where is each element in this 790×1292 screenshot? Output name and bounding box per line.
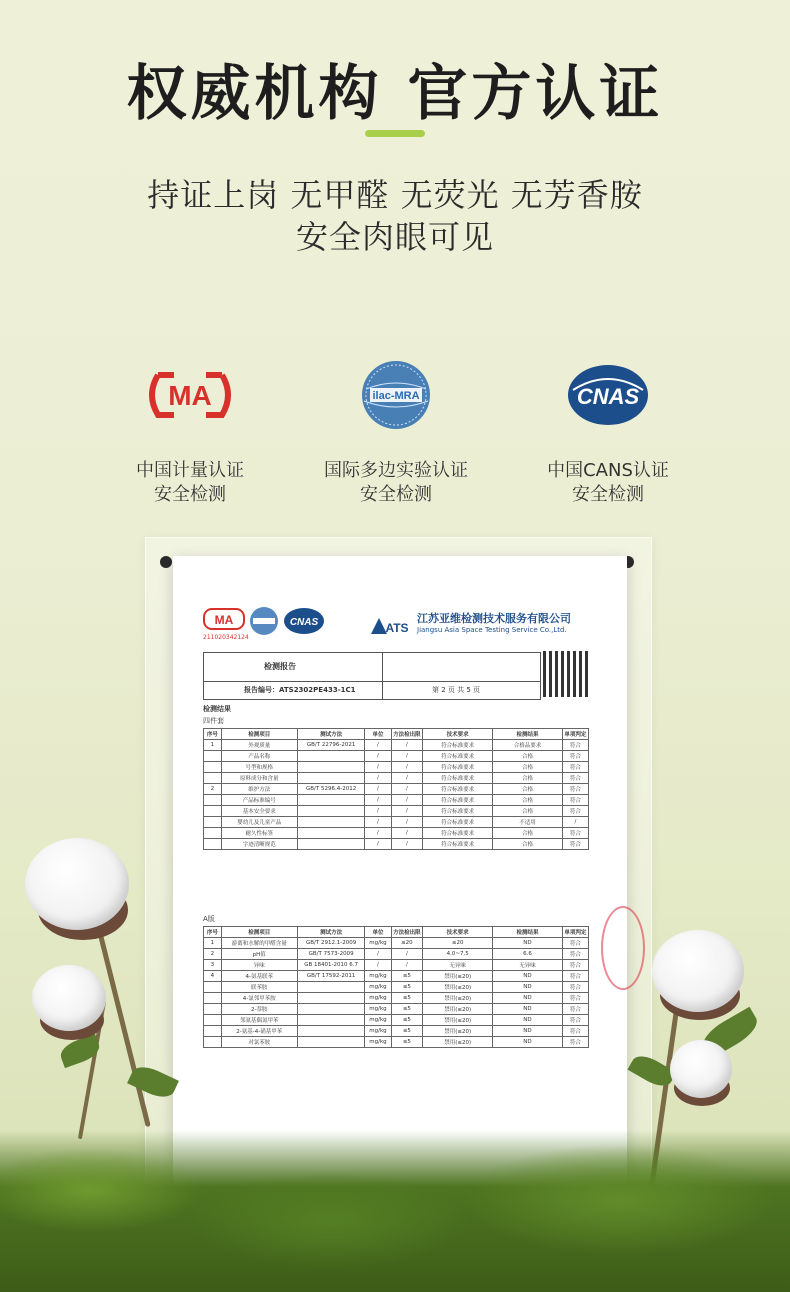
table-cell: mg/kg — [365, 1026, 391, 1037]
table-cell — [204, 828, 222, 839]
table-cell: ND — [493, 993, 563, 1004]
accent-divider — [365, 130, 425, 137]
table-row — [204, 828, 589, 839]
table-cell: 符合 — [562, 762, 588, 773]
column-header: 单项判定 — [562, 927, 588, 938]
table-cell: 符合标准要求 — [423, 806, 493, 817]
table-cell: ≤20 — [423, 938, 493, 949]
table-cell: 不适用 — [493, 817, 563, 828]
pin-left — [160, 556, 172, 568]
table-cell — [204, 839, 222, 850]
table-cell: 符合标准要求 — [423, 751, 493, 762]
table-cell — [297, 982, 365, 993]
table-cell: 符合标准要求 — [423, 784, 493, 795]
table-cell: 符合标准要求 — [423, 740, 493, 751]
column-header: 序号 — [204, 729, 222, 740]
table-cell: ND — [493, 971, 563, 982]
table-cell: ND — [493, 1037, 563, 1048]
table-cell: / — [365, 839, 391, 850]
table-cell: 符合 — [562, 960, 588, 971]
table-cell: 禁用(≤20) — [423, 1015, 493, 1026]
table-cell: GB/T 2912.1-2009 — [297, 938, 365, 949]
report-meta-box — [203, 652, 541, 700]
table-cell: 符合标准要求 — [423, 817, 493, 828]
table-cell: ≤5 — [391, 1004, 423, 1015]
table-cell: / — [365, 806, 391, 817]
table-cell: 维护方法 — [221, 784, 297, 795]
ilac-mra-logo — [286, 355, 506, 435]
table-cell: 合格 — [493, 784, 563, 795]
table-cell: 邻氨基偶氮甲苯 — [221, 1015, 297, 1026]
table-cell: 符合 — [562, 828, 588, 839]
table-cell: ≤5 — [391, 982, 423, 993]
table-row — [204, 740, 589, 751]
table-cell: 符合标准要求 — [423, 839, 493, 850]
table-cell: 无异味 — [493, 960, 563, 971]
table-cell — [204, 1026, 222, 1037]
table-cell: 1 — [204, 938, 222, 949]
table-cell — [297, 1004, 365, 1015]
table-cell: / — [365, 960, 391, 971]
table-cell: 符合 — [562, 982, 588, 993]
badge-cma-title: 中国计量认证 — [136, 460, 244, 481]
table-cell: 符合 — [562, 751, 588, 762]
table-cell: 外观质量 — [221, 740, 297, 751]
table-cell: 符合标准要求 — [423, 795, 493, 806]
column-header: 检测项目 — [221, 927, 297, 938]
report-title: 检测报告 — [264, 662, 296, 671]
table-cell: GB/T 7573-2009 — [297, 949, 365, 960]
table-cell — [204, 773, 222, 784]
table-cell: / — [365, 751, 391, 762]
mini-cnas-text: CNAS — [289, 617, 319, 628]
moss-ground — [0, 1130, 790, 1292]
table-cell: 符合 — [562, 1015, 588, 1026]
cnas-logo — [498, 355, 718, 435]
badge-cnas — [498, 355, 718, 507]
page-title: 权威机构 官方认证 — [126, 59, 664, 129]
subtitle-features: 持证上岗 无甲醛 无荧光 无芳香胺 — [147, 176, 643, 214]
table-cell: 合格 — [493, 773, 563, 784]
table-cell: GB 18401-2010 6.7 — [297, 960, 365, 971]
badge-cnas-subtitle: 安全检测 — [572, 484, 644, 505]
column-header: 测试方法 — [297, 927, 365, 938]
table-row — [204, 795, 589, 806]
table-cell — [204, 762, 222, 773]
table-row — [204, 762, 589, 773]
cnas-logo-text: CNAS — [576, 384, 640, 409]
table-cell — [297, 817, 365, 828]
table-cell: 符合标准要求 — [423, 828, 493, 839]
table-cell: 符合 — [562, 839, 588, 850]
cma-logo — [80, 355, 300, 435]
table-cell: / — [365, 828, 391, 839]
table-cell — [297, 751, 365, 762]
mini-cma-text: MA — [214, 613, 234, 627]
table-cell — [204, 993, 222, 1004]
column-header: 单项判定 — [562, 729, 588, 740]
table-cell: / — [391, 751, 423, 762]
table-cell: GB/T 17592-2011 — [297, 971, 365, 982]
table-cell: mg/kg — [365, 1037, 391, 1048]
table-cell: / — [391, 784, 423, 795]
table-cell: ≤20 — [391, 938, 423, 949]
column-header: 方法检出限 — [391, 729, 423, 740]
company-name-cn: 江苏亚维检测技术服务有限公司 — [417, 612, 571, 625]
ilac-logo-text: ilac-MRA — [372, 390, 420, 402]
table-cell: 合格 — [493, 762, 563, 773]
table-cell: 符合 — [562, 1004, 588, 1015]
table-cell: GB/T 5296.4-2012 — [297, 784, 365, 795]
table-cell: / — [365, 762, 391, 773]
table-cell: 2-萘胺 — [221, 1004, 297, 1015]
table-row — [204, 1004, 589, 1015]
column-header: 技术要求 — [423, 927, 493, 938]
table-cell: ≤5 — [391, 971, 423, 982]
table-cell: 符合 — [562, 773, 588, 784]
table-cell: / — [365, 773, 391, 784]
table-row — [204, 960, 589, 971]
table-cell: ND — [493, 1015, 563, 1026]
table-cell: mg/kg — [365, 982, 391, 993]
table-row — [204, 949, 589, 960]
table-cell: 基本安全要求 — [221, 806, 297, 817]
table-cell: 符合 — [562, 1037, 588, 1048]
table-cell: 合格品要求 — [493, 740, 563, 751]
mini-cma-logo — [203, 608, 245, 634]
table-header-row — [204, 729, 589, 740]
table-cell: 合格 — [493, 806, 563, 817]
column-header: 单位 — [365, 927, 391, 938]
column-header: 技术要求 — [423, 729, 493, 740]
results-table-1 — [203, 728, 589, 850]
table-cell: 游离和水解的甲醛含量 — [221, 938, 297, 949]
table-cell: mg/kg — [365, 938, 391, 949]
table-cell — [297, 1026, 365, 1037]
results-table-2 — [203, 926, 589, 1048]
table-row — [204, 971, 589, 982]
table-cell: 符合标准要求 — [423, 762, 493, 773]
table-cell — [204, 806, 222, 817]
table-cell: 禁用(≤20) — [423, 1037, 493, 1048]
table-row — [204, 806, 589, 817]
table-cell — [204, 795, 222, 806]
table-row — [204, 993, 589, 1004]
table-cell: 符合 — [562, 795, 588, 806]
mini-ilac-logo — [249, 606, 279, 636]
table-cell: 符合 — [562, 806, 588, 817]
column-header: 单位 — [365, 729, 391, 740]
table-cell: 异味 — [221, 960, 297, 971]
table-cell: / — [391, 949, 423, 960]
cma-logo-text: MA — [168, 380, 212, 411]
cotton-boll-right — [652, 930, 744, 1012]
table-cell — [297, 806, 365, 817]
table-cell: 6.6 — [493, 949, 563, 960]
table-cell: 产品标准编号 — [221, 795, 297, 806]
table-cell: 禁用(≤20) — [423, 1026, 493, 1037]
table-cell: mg/kg — [365, 1015, 391, 1026]
table-row — [204, 982, 589, 993]
badge-cnas-title: 中国CANS认证 — [547, 460, 669, 481]
table-cell: 合格 — [493, 839, 563, 850]
table-cell: / — [391, 960, 423, 971]
table-cell: 符合 — [562, 740, 588, 751]
table-cell: GB/T 22796-2021 — [297, 740, 365, 751]
table-row — [204, 817, 589, 828]
table-cell: 4-氯邻甲苯胺 — [221, 993, 297, 1004]
table-cell: / — [365, 740, 391, 751]
company-name-en: Jiangsu Asia Space Testing Service Co.,Ltd. — [417, 626, 567, 634]
table-cell: 婴幼儿及儿童产品 — [221, 817, 297, 828]
table-cell: / — [391, 740, 423, 751]
table-cell — [297, 795, 365, 806]
group2-label: A版 — [203, 915, 215, 923]
table-cell: mg/kg — [365, 971, 391, 982]
qr-code — [543, 651, 589, 697]
table-cell: mg/kg — [365, 1004, 391, 1015]
badge-cma-subtitle: 安全检测 — [154, 484, 226, 505]
table-cell — [204, 751, 222, 762]
table-cell: pH值 — [221, 949, 297, 960]
table-cell: 符合 — [562, 784, 588, 795]
table-cell: 字迹清晰规范 — [221, 839, 297, 850]
table-cell: ≤5 — [391, 1026, 423, 1037]
table-cell: 禁用(≤20) — [423, 971, 493, 982]
table-cell: 符合 — [562, 993, 588, 1004]
badge-ilac-subtitle: 安全检测 — [360, 484, 432, 505]
cotton-boll-left-small — [32, 965, 106, 1031]
table-cell: ≤5 — [391, 993, 423, 1004]
table-cell: / — [391, 806, 423, 817]
table-cell: 2 — [204, 784, 222, 795]
table-cell: ≤5 — [391, 1015, 423, 1026]
table-cell: 合格 — [493, 751, 563, 762]
table-cell: 原料成分和含量 — [221, 773, 297, 784]
table-row — [204, 839, 589, 850]
mini-cnas-logo — [283, 607, 325, 635]
table-cell: 禁用(≤20) — [423, 1004, 493, 1015]
table-header-row — [204, 927, 589, 938]
table-cell — [297, 1015, 365, 1026]
table-cell: ≤5 — [391, 1037, 423, 1048]
cotton-boll-right-small — [670, 1040, 732, 1098]
badge-ilac-title: 国际多边实验认证 — [324, 460, 468, 481]
table-cell — [297, 828, 365, 839]
table-cell: / — [365, 817, 391, 828]
table-cell: 联苯胺 — [221, 982, 297, 993]
table-cell — [204, 1037, 222, 1048]
table-cell — [204, 1004, 222, 1015]
company-name — [417, 610, 571, 634]
table-cell: 禁用(≤20) — [423, 982, 493, 993]
column-header: 检测结果 — [493, 927, 563, 938]
table-row — [204, 1026, 589, 1037]
table-cell: / — [391, 828, 423, 839]
table-cell: / — [562, 817, 588, 828]
table-cell: 产品名称 — [221, 751, 297, 762]
table-cell: / — [391, 762, 423, 773]
table-row — [204, 1037, 589, 1048]
column-header: 测试方法 — [297, 729, 365, 740]
group1-label: 四件套 — [203, 717, 224, 725]
table-cell: / — [391, 817, 423, 828]
table-cell: 耐久性标签 — [221, 828, 297, 839]
column-header: 序号 — [204, 927, 222, 938]
table-cell: 号型和规格 — [221, 762, 297, 773]
table-cell: 4-氨基联苯 — [221, 971, 297, 982]
table-cell: 4.0~7.5 — [423, 949, 493, 960]
table-cell — [297, 993, 365, 1004]
table-cell: 符合 — [562, 938, 588, 949]
section-title: 检测结果 — [203, 705, 231, 713]
red-seal-stamp — [601, 906, 645, 990]
table-cell: / — [391, 839, 423, 850]
table-cell: mg/kg — [365, 993, 391, 1004]
table-cell: 符合 — [562, 971, 588, 982]
table-cell — [297, 773, 365, 784]
table-cell: / — [365, 949, 391, 960]
table-cell: 符合 — [562, 1026, 588, 1037]
test-report-paper — [173, 556, 627, 1191]
cert-number: 211020342124 — [203, 634, 249, 641]
table-cell: 3 — [204, 960, 222, 971]
subtitle-safety: 安全肉眼可见 — [295, 218, 494, 256]
ats-logo — [369, 616, 413, 636]
table-cell: 禁用(≤20) — [423, 993, 493, 1004]
table-row — [204, 751, 589, 762]
badge-ilac — [286, 355, 506, 507]
table-cell: ND — [493, 1026, 563, 1037]
page-info: 第 2 页 共 5 页 — [432, 686, 481, 694]
report-number: 报告编号：ATS2302PE433-1C1 — [244, 686, 356, 694]
table-cell: ND — [493, 938, 563, 949]
table-cell — [297, 1037, 365, 1048]
table-cell: 合格 — [493, 795, 563, 806]
table-cell: 2-氨基-4-硝基甲苯 — [221, 1026, 297, 1037]
table-cell — [204, 982, 222, 993]
column-header: 检测项目 — [221, 729, 297, 740]
table-row — [204, 1015, 589, 1026]
column-header: 检测结果 — [493, 729, 563, 740]
table-row — [204, 773, 589, 784]
table-cell: 4 — [204, 971, 222, 982]
badge-cma — [80, 355, 300, 507]
table-cell: 2 — [204, 949, 222, 960]
table-cell — [297, 839, 365, 850]
table-row — [204, 784, 589, 795]
table-cell — [297, 762, 365, 773]
table-cell: 1 — [204, 740, 222, 751]
table-cell: 符合 — [562, 949, 588, 960]
cotton-boll-left — [25, 838, 129, 930]
table-cell: 对氯苯胺 — [221, 1037, 297, 1048]
table-cell: / — [365, 784, 391, 795]
table-cell — [204, 817, 222, 828]
table-row — [204, 938, 589, 949]
table-cell: 无异味 — [423, 960, 493, 971]
table-cell: / — [365, 795, 391, 806]
table-cell: 符合标准要求 — [423, 773, 493, 784]
column-header: 方法检出限 — [391, 927, 423, 938]
table-cell: / — [391, 773, 423, 784]
table-cell: / — [391, 795, 423, 806]
table-cell — [204, 1015, 222, 1026]
report-logos — [203, 606, 325, 636]
report-header — [203, 606, 603, 642]
table-cell: 合格 — [493, 828, 563, 839]
ats-logo-text: ATS — [385, 621, 409, 635]
table-cell: ND — [493, 982, 563, 993]
table-cell: ND — [493, 1004, 563, 1015]
